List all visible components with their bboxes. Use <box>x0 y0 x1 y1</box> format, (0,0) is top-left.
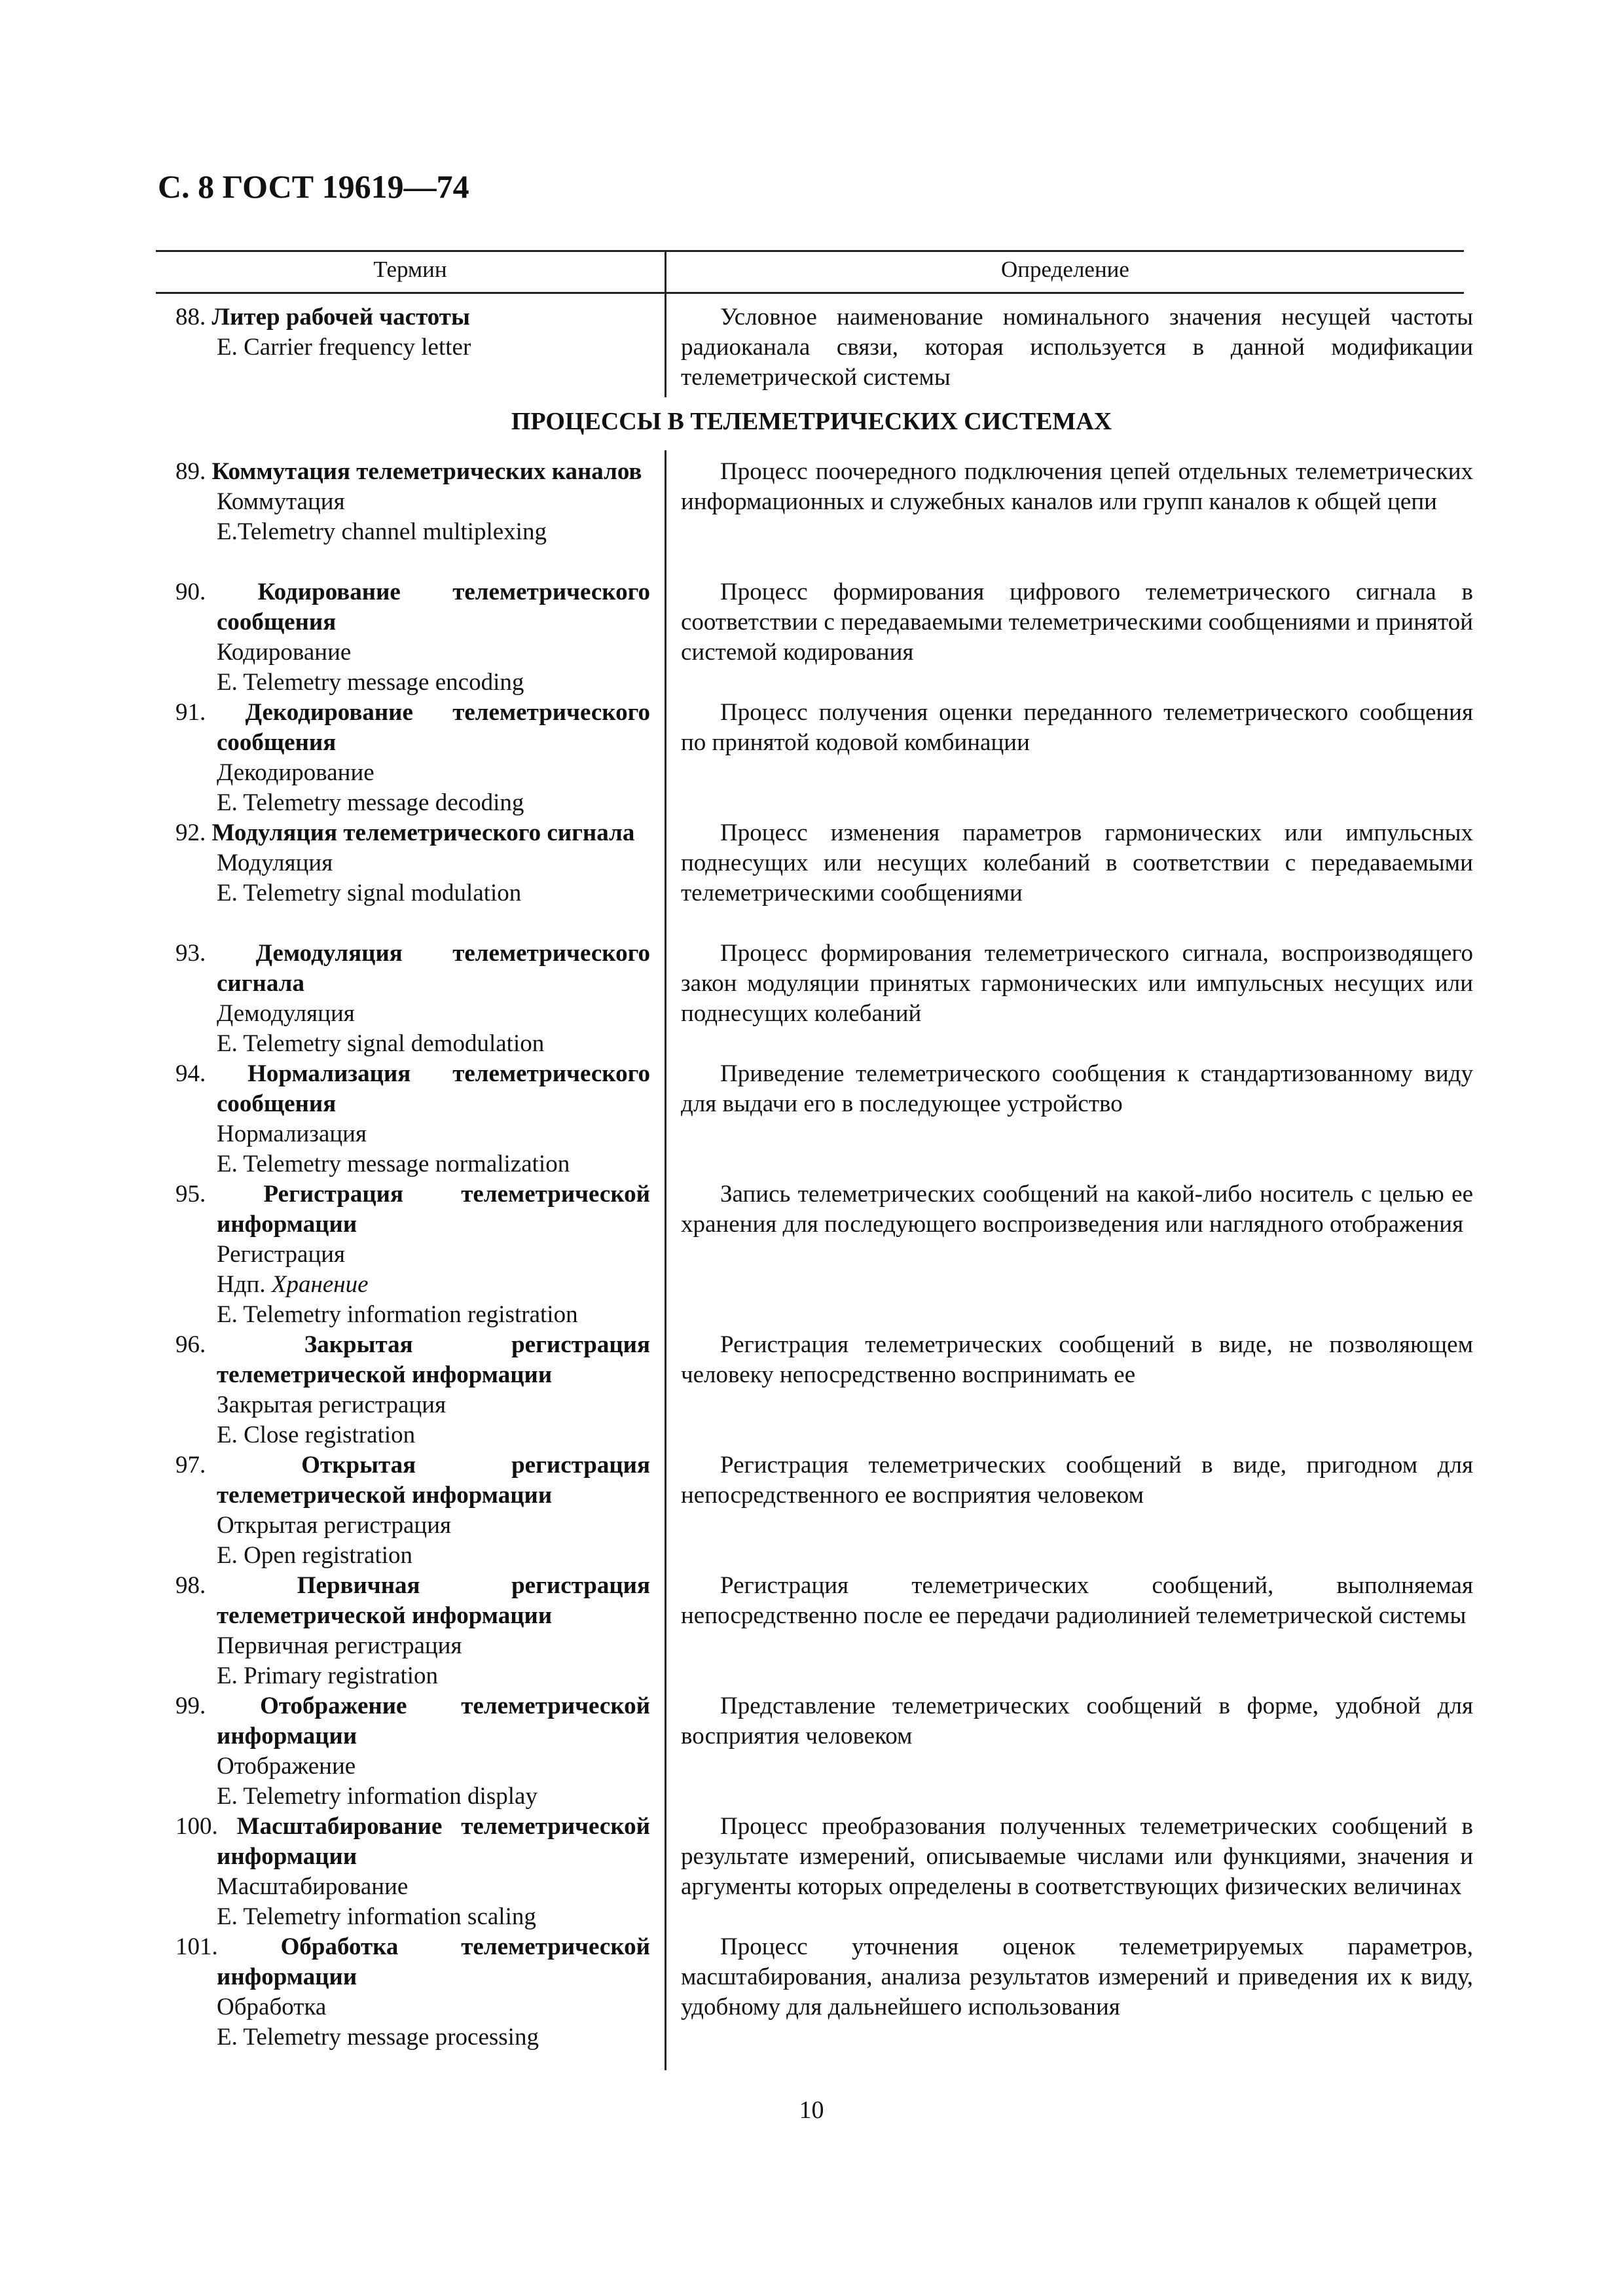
term-name: Коммутация телеметрических каналов <box>211 458 642 485</box>
definition-text: Процесс уточнения оценок телеметрируемых параметров, масштабирования, анализа результатов измерений и приведения их к виду, удобному для дальнейшего использования <box>681 1933 1473 2020</box>
term-english: E. Telemetry message processing <box>217 2024 539 2051</box>
definition-entry <box>681 818 1473 908</box>
term-name: Закрытая регистрация телеметрической информации <box>217 1331 651 1388</box>
definition-entry <box>681 1812 1473 1902</box>
term-short: Обработка <box>217 1994 327 2020</box>
term-english: E. Carrier frequency letter <box>217 334 471 361</box>
definition-text: Процесс преобразования полученных телеметрических сообщений в результате измерений, описываемые числами или функциями, значения и аргументы которых определены в соответствующих физических величинах <box>681 1813 1473 1900</box>
definition-text: Процесс формирования телеметрического сигнала, воспроизводящего закон модуляции принятых гармонических или импульсных несущих или поднесущих колебаний <box>681 940 1473 1027</box>
term-number: 101. <box>175 1933 218 1960</box>
term-deprecated <box>175 1270 650 1300</box>
term-88 <box>175 302 650 363</box>
term-name: Нормализация телеметрического сообщения <box>217 1060 650 1117</box>
term-short: Первичная регистрация <box>217 1632 462 1659</box>
term-short: Нормализация <box>217 1121 367 1147</box>
deprecated-term: Хранение <box>271 1271 369 1298</box>
definition-text: Процесс формирования цифрового телеметрического сигнала в соответствии с передаваемыми телеметрическими сообщениями и принятой системой кодирования <box>681 579 1473 666</box>
definition-entry <box>681 1059 1473 1119</box>
term-number: 89. <box>175 458 206 485</box>
term-short: Декодирование <box>217 759 374 786</box>
term-english: E. Telemetry information scaling <box>217 1903 536 1930</box>
term-number: 94. <box>175 1060 206 1087</box>
term-short: Закрытая регистрация <box>217 1391 447 1418</box>
term-entry <box>175 1450 650 1571</box>
definition-entry <box>681 939 1473 1029</box>
term-short: Коммутация <box>217 488 345 515</box>
term-short: Открытая регистрация <box>217 1512 452 1539</box>
definition-text: Запись телеметрических сообщений на какой-либо носитель с целью ее хранения для последующего воспроизведения или наглядного отображения <box>681 1181 1473 1238</box>
term-name: Открытая регистрация телеметрической информации <box>217 1452 650 1509</box>
term-english: E. Close registration <box>217 1422 416 1448</box>
term-short: Кодирование <box>217 639 352 666</box>
term-english: E. Telemetry message decoding <box>217 789 524 816</box>
term-entry <box>175 1179 650 1330</box>
term-english: E. Telemetry information registration <box>217 1301 578 1328</box>
definition-text: Регистрация телеметрических сообщений в виде, пригодном для непосредственного ее восприятия человеком <box>681 1452 1473 1509</box>
page-header: С. 8 ГОСТ 19619—74 <box>158 168 469 205</box>
definition-entry <box>681 1691 1473 1751</box>
term-english: E. Telemetry signal modulation <box>217 880 522 906</box>
definition-text: Приведение телеметрического сообщения к стандартизованному виду для выдачи его в последующее устройство <box>681 1060 1473 1117</box>
term-english: E. Telemetry message encoding <box>217 669 524 696</box>
term-name: Первичная регистрация телеметрической информации <box>217 1572 650 1629</box>
column-divider-top <box>665 250 666 397</box>
definition-entry <box>681 457 1473 517</box>
deprecated-prefix: Ндп. <box>217 1271 272 1298</box>
table-top-rule <box>156 250 1464 252</box>
term-number: 90. <box>175 579 206 605</box>
term-entry <box>175 577 650 698</box>
term-number: 98. <box>175 1572 206 1599</box>
term-number: 96. <box>175 1331 206 1358</box>
term-name: Обработка телеметрической информации <box>217 1933 650 1990</box>
definition-entry <box>681 577 1473 668</box>
term-number: 100. <box>175 1813 218 1840</box>
term-name: Кодирование телеметрического сообщения <box>217 579 651 636</box>
term-entry <box>175 1691 650 1812</box>
term-entry <box>175 457 650 547</box>
term-english: E.Telemetry channel multiplexing <box>217 518 547 545</box>
definition-text: Регистрация телеметрических сообщений, выполняемая непосредственно после ее передачи радиолинией телеметрической системы <box>681 1572 1473 1629</box>
term-name: Декодирование телеметрического сообщения <box>217 699 650 756</box>
term-short: Масштабирование <box>217 1873 409 1900</box>
term-english: E. Telemetry message normalization <box>217 1151 570 1177</box>
definition-entry <box>681 1450 1473 1511</box>
term-name: Демодуляция телеметрического сигнала <box>217 940 650 997</box>
definition-entry <box>681 698 1473 758</box>
term-english: E. Primary registration <box>217 1662 439 1689</box>
term-entry <box>175 818 650 908</box>
term-number: 99. <box>175 1693 206 1719</box>
term-english: E. Telemetry information display <box>217 1783 538 1810</box>
term-name: Литер рабочей частоты <box>211 304 470 331</box>
term-short: Демодуляция <box>217 1000 355 1027</box>
term-entry <box>175 939 650 1059</box>
term-name: Масштабирование телеметрической информации <box>217 1813 650 1870</box>
definition-88: Условное наименование номинального значения несущей частоты радиоканала связи, которая используется в данной модификации телеметрической системы <box>681 304 1473 391</box>
term-short: Отображение <box>217 1753 356 1780</box>
term-entry <box>175 698 650 818</box>
definition-text: Представление телеметрических сообщений в форме, удобной для восприятия человеком <box>681 1693 1473 1749</box>
term-number: 91. <box>175 699 206 726</box>
col-head-term: Термин <box>373 257 447 282</box>
col-head-definition: Определение <box>1001 257 1129 282</box>
term-entry <box>175 1330 650 1450</box>
page-number: 10 <box>799 2096 824 2124</box>
term-entry <box>175 1059 650 1179</box>
term-entry <box>175 1571 650 1691</box>
definition-entry <box>681 1179 1473 1240</box>
definition-entry <box>681 1932 1473 2022</box>
term-name: Отображение телеметрической информации <box>217 1693 651 1749</box>
definition-entry <box>681 1571 1473 1631</box>
term-name: Модуляция телеметрического сигнала <box>211 819 635 846</box>
term-entry <box>175 1932 650 2053</box>
term-name: Регистрация телеметрической информации <box>217 1181 650 1238</box>
term-short: Модуляция <box>217 850 333 876</box>
definition-text: Процесс изменения параметров гармонических или импульсных поднесущих или несущих колебаний в соответствии с передаваемыми телеметрическими сообщениями <box>681 819 1473 906</box>
term-number: 95. <box>175 1181 206 1208</box>
term-entry <box>175 1812 650 1932</box>
term-number: 88. <box>175 304 206 331</box>
term-number: 97. <box>175 1452 206 1479</box>
table-header-rule <box>156 292 1464 294</box>
definition-text: Процесс получения оценки переданного телеметрического сообщения по принятой кодовой комбинации <box>681 699 1473 756</box>
definition-entry <box>681 1330 1473 1390</box>
term-number: 92. <box>175 819 206 846</box>
term-english: E. Open registration <box>217 1542 412 1569</box>
definition-text: Процесс поочередного подключения цепей отдельных телеметрических информационных и служебных каналов или групп каналов к общей цепи <box>681 458 1473 515</box>
section-title: ПРОЦЕССЫ В ТЕЛЕМЕТРИЧЕСКИХ СИСТЕМАХ <box>511 408 1112 435</box>
column-divider-main <box>665 450 666 2070</box>
term-short: Регистрация <box>217 1241 346 1268</box>
term-english: E. Telemetry signal demodulation <box>217 1030 545 1057</box>
term-number: 93. <box>175 940 206 967</box>
definition-text: Регистрация телеметрических сообщений в виде, не позволяющем человеку непосредственно воспринимать ее <box>681 1331 1473 1388</box>
